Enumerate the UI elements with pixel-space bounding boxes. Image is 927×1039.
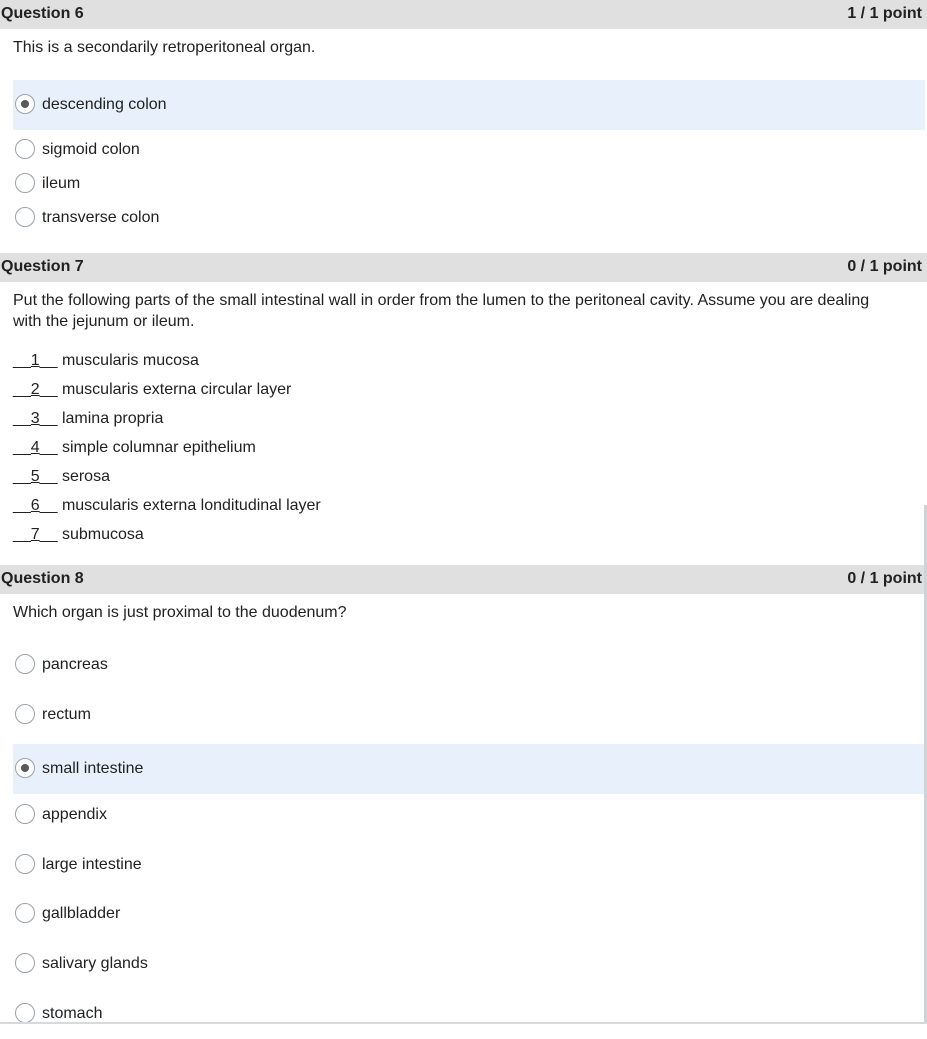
- answer-option-large-intestine[interactable]: [13, 840, 925, 890]
- radio-unchecked-icon[interactable]: [15, 654, 35, 674]
- option-label: appendix: [42, 806, 107, 823]
- order-answer: __1__: [13, 352, 58, 369]
- question-title: Question 6: [1, 5, 84, 22]
- radio-unchecked-icon[interactable]: [15, 854, 35, 874]
- question-8-header: [0, 565, 927, 594]
- ordering-item: [13, 496, 321, 516]
- question-score: 1 / 1 point: [847, 5, 922, 22]
- answer-option-pancreas[interactable]: [13, 640, 925, 690]
- answer-option-descending-colon[interactable]: [13, 80, 925, 130]
- order-item-label: serosa: [61, 468, 110, 485]
- option-label: large intestine: [42, 856, 142, 873]
- question-score: 0 / 1 point: [847, 570, 922, 587]
- order-answer: __6__: [13, 497, 58, 514]
- option-label: descending colon: [42, 96, 167, 113]
- option-label: pancreas: [42, 656, 108, 673]
- radio-unchecked-icon[interactable]: [15, 903, 35, 923]
- radio-unchecked-icon[interactable]: [15, 207, 35, 227]
- question-score: 0 / 1 point: [847, 258, 922, 275]
- answer-option-stomach[interactable]: [13, 989, 925, 1039]
- radio-unchecked-icon[interactable]: [15, 173, 35, 193]
- question-title: Question 7: [1, 258, 84, 275]
- order-answer: __5__: [13, 468, 58, 485]
- ordering-item: [13, 438, 256, 458]
- question-prompt: Which organ is just proximal to the duodenum?: [13, 604, 347, 621]
- question-prompt: This is a secondarily retroperitoneal organ.: [13, 39, 316, 56]
- ordering-item: [13, 351, 199, 371]
- option-label: sigmoid colon: [42, 141, 140, 158]
- radio-unchecked-icon[interactable]: [15, 704, 35, 724]
- option-label: small intestine: [42, 760, 144, 777]
- option-label: gallbladder: [42, 905, 121, 922]
- option-label: rectum: [42, 706, 91, 723]
- ordering-item: [13, 409, 163, 429]
- order-answer: __3__: [13, 410, 58, 427]
- order-item-label: lamina propria: [61, 410, 164, 427]
- radio-unchecked-icon[interactable]: [15, 953, 35, 973]
- answer-option-gallbladder[interactable]: [13, 889, 925, 939]
- question-6-header: [0, 0, 927, 29]
- order-item-label: simple columnar epithelium: [61, 439, 256, 456]
- question-prompt: Put the following parts of the small intestinal wall in order from the lumen to the peritoneal cavity. Assume you are dealing with the jejunum or ileum.: [13, 292, 870, 330]
- answer-option-small-intestine[interactable]: [13, 744, 925, 794]
- question-title: Question 8: [1, 570, 84, 587]
- radio-unchecked-icon[interactable]: [15, 804, 35, 824]
- ordering-item: [13, 380, 291, 400]
- radio-checked-icon[interactable]: [15, 94, 35, 114]
- radio-unchecked-icon[interactable]: [15, 139, 35, 159]
- answer-option-rectum[interactable]: [13, 690, 925, 740]
- order-item-label: muscularis externa londitudinal layer: [61, 497, 321, 514]
- order-answer: __7__: [13, 526, 58, 543]
- question-7-header: [0, 253, 927, 282]
- answer-option-transverse-colon[interactable]: [13, 193, 925, 243]
- option-label: ileum: [42, 175, 81, 192]
- ordering-item: [13, 467, 110, 487]
- order-item-label: muscularis mucosa: [61, 352, 199, 369]
- order-item-label: submucosa: [61, 526, 144, 543]
- order-answer: __4__: [13, 439, 58, 456]
- radio-unchecked-icon[interactable]: [15, 1003, 35, 1023]
- option-label: transverse colon: [42, 209, 160, 226]
- option-label: stomach: [42, 1005, 103, 1022]
- radio-checked-icon[interactable]: [15, 758, 35, 778]
- option-label: salivary glands: [42, 955, 148, 972]
- order-answer: __2__: [13, 381, 58, 398]
- answer-option-salivary-glands[interactable]: [13, 939, 925, 989]
- ordering-item: [13, 525, 144, 545]
- answer-option-appendix[interactable]: [13, 790, 925, 840]
- order-item-label: muscularis externa circular layer: [61, 381, 292, 398]
